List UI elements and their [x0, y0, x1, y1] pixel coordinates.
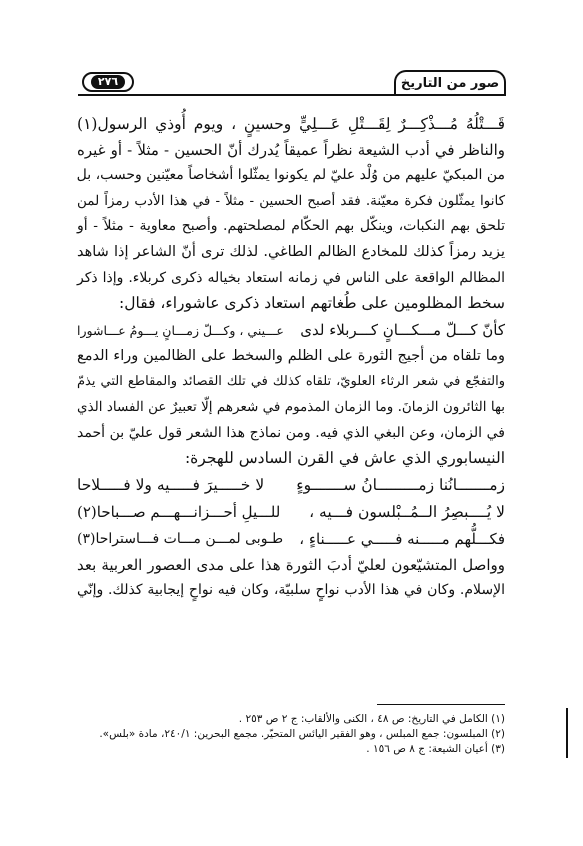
body-line: والتفجّع في شعر الرثاء العلويّ، تلقاه كذلك في تلك القصائد والمقاطع التي يذمّ [77, 374, 505, 390]
verse-first-hemistich: لا يُــــبصِرُ الــمُــبْلسون فـــيه ، [309, 502, 505, 521]
body-line: سخط المظلومين على طُغاتهم استعاد ذكرى عاشوراء، فقال: [119, 294, 505, 313]
margin-mark [566, 708, 568, 758]
body-line: قَـــتْلُهُ مُـــذْكِـــرٌ لِقَـــتْلِ عَـــلِيٍّ وحسينٍ ، ويوم أُوذي الرسول(١) [77, 115, 505, 133]
verse-second-hemistich: لا خـــــيرَ فـــــيه ولا فـــــلاحا [77, 475, 265, 494]
body-line: الإسلام. وكان في هذا الأدب نواحٍ سلبيّة، وكان فيه نواحٍ إيجابية كذلك. وإنّي [77, 582, 505, 599]
verse-first-hemistich: زمـــــــانُنا زمـــــــــانُ ســـــــوءٍ [296, 475, 505, 494]
verse-second-hemistich: طـوبى لمـــن مـــات فـــاستراحا(٣) [77, 530, 284, 547]
body-line: كانوا يمثّلون فكرة معيّنة. فقد أصبح الحسين - مثلاً - في هذا الأدب رمزاً لمن [77, 192, 505, 209]
footnote-separator [377, 704, 505, 705]
body-line: النيسابوري الذي عاش في القرن السادس للهجرة: [184, 449, 505, 468]
verse-line [77, 472, 505, 499]
verse-line [77, 526, 505, 553]
footnote: (٣) أعيان الشيعة: ج ٨ ص ١٥٦ . [366, 743, 505, 755]
body-line: بها الثائرون الزمانَ. وما الزمان المذموم في شعرهم إلّا تعبيرٌ عن الفساد الذي [77, 398, 505, 415]
footnote: (١) الكامل في التاريخ: ص ٤٨ ، الكنى والألقاب: ج ٢ ص ٢٥٣ . [238, 713, 505, 725]
page-body [77, 112, 505, 604]
header-rule [78, 94, 506, 96]
footnote: (٢) المبلسون: جمع المبلس ، وهو الفقير اليائس المتحيّر. مجمع البحرين: ٢٤٠/١، مادة «بلس». [99, 728, 505, 740]
body-line: وما تلقاه من أجيج الثورة على الظلم والسخط على الظالمين وراء الدمع [77, 347, 505, 364]
body-line: وواصل المتشيّعون لعليّ أدبَ الثورة هذا على مدى العصور العربية بعد [77, 555, 505, 574]
body-line: تلحق بهم النكبات، وينكّل بهم الحكّام لمصلحتهم. وأصبح معاوية - مثلاً - أو [77, 218, 505, 235]
page-number-badge [82, 72, 134, 92]
verse-second-hemistich: عـــيني ، وكـــلّ زمـــانٍ يـــومُ عـــاشورا [77, 322, 284, 338]
body-line: من المبكيّ عليهم من وُلْد عليّ لم يكونوا يمثّلوا أشخاصاً معيّنين وحسب، بل [76, 167, 505, 184]
footnotes [77, 712, 505, 757]
verse-first-hemistich: كأنّ كـــلّ مـــكـــانٍ كـــربلاء لدى [300, 320, 505, 339]
verse-first-hemistich: فكـــلُّهم مـــــنه فـــــي عـــــناءٍ ، [299, 529, 505, 548]
body-line: في الزمان، وعن البغي الذي فيه. ومن نماذج هذا الشعر قول عليّ بن أحمد [77, 424, 505, 441]
verse-second-hemistich: للـــيلِ أحـــزانـــهـــم صـــباحا(٢) [77, 502, 281, 521]
running-header [78, 70, 506, 96]
verse-line [77, 499, 505, 526]
running-title: صور من التاريخ [394, 70, 506, 94]
body-line: يزيد رمزاً كذلك للمخادع الظالم الطاغي. لذلك ترى أنّ الشاعر إذا شاهد [77, 243, 505, 260]
body-line: المظالم الواقعة على الناس في زمانه استعاد بخياله ذكرى كربلاء. وإذا ذكر [77, 269, 505, 286]
body-line: والناظر في أدب الشيعة نظراً عميقاً يُدرك أنّ الحسين - مثلاً - أو غيره [77, 140, 505, 159]
page-number: ٢٧٦ [91, 75, 125, 89]
verse-line [77, 317, 505, 344]
